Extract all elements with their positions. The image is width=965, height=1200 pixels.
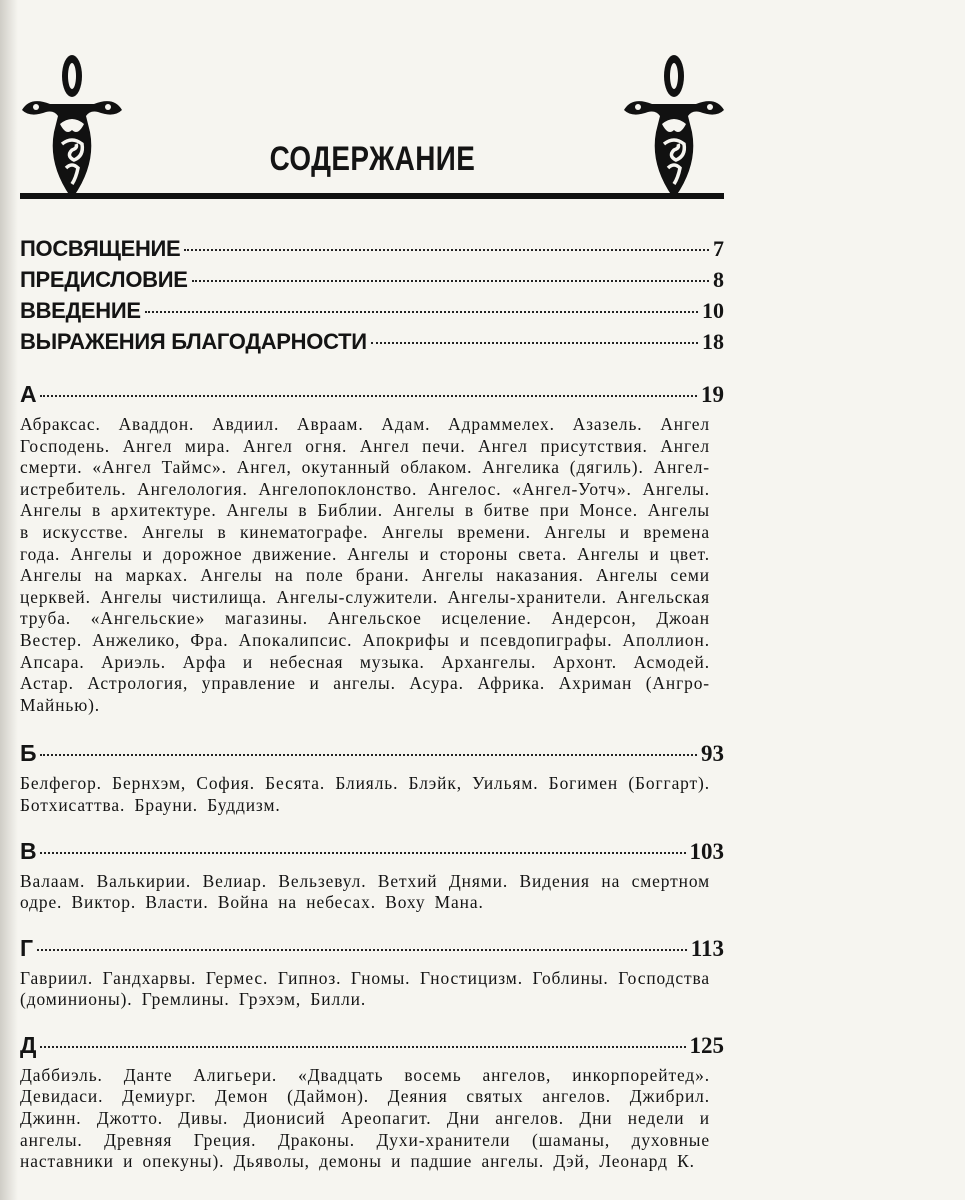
section-v (20, 836, 724, 914)
page-edge-shadow (0, 0, 18, 1200)
toc-page-number: 7 (713, 236, 724, 261)
section-d (20, 1030, 724, 1173)
table-of-contents (20, 233, 724, 1173)
section-b (20, 738, 724, 816)
toc-page-number: 125 (689, 1032, 724, 1058)
toc-label: ПРЕДИСЛОВИЕ (20, 267, 188, 292)
toc-label: ПОСВЯЩЕНИЕ (20, 236, 181, 261)
section-g (20, 933, 724, 1011)
section-entries: Белфегор. Бернхэм, София. Бесята. Блияль. Блэйк, Уильям. Богимен (Боггарт). Ботхисаттва. Брауни. Буддизм. (20, 773, 710, 815)
dot-leader (40, 395, 697, 397)
dot-leader (184, 249, 709, 251)
toc-row-acknowledgements[interactable] (20, 326, 724, 357)
toc-page-number: 103 (689, 838, 724, 864)
dot-leader (40, 852, 685, 854)
section-entries: Абраксас. Авaддон. Авдиил. Авраам. Адам. Адраммелех. Азазель. Ангел Господень. Ангел мира. Ангел огня. Ангел печи. Ангел присутствия. Ангел смерти. «Ангел Таймс». Ангел, окутанный облаком. Ангелика (дягиль). Ангел-истребитель. Ангелология. Ангелопоклонство. Ангелос. «Ангел-Уотч». Ангелы. Ангелы в архитектуре. Ангелы в Библии. Ангелы в битве при Монсе. Ангелы в искусстве. Ангелы в кинематографе. Ангелы времени. Ангелы и времена года. Ангелы и дорожное движение. Ангелы и стороны света. Ангелы и цвет. Ангелы на марках. Ангелы на поле брани. Ангелы наказания. Ангелы семи церквей. Ангелы чистилища. Ангелы-служители. Ангелы-хранители. Ангельская труба. «Ангельские» магазины. Ангельское исцеление. Андерсон, Джоан Вестер. Анжелико, Фра. Апокалипсис. Апокрифы и псевдопиграфы. Аполлион. Апсара. Ариэль. Арфа и небесная музыка. Архангелы. Архонт. Асмодей. Астар. Астрология, управление и ангелы. Асура. Африка. Ахриман (Ангро-Майнью). (20, 414, 710, 715)
toc-row-letter-b[interactable] (20, 738, 724, 769)
page-title: СОДЕРЖАНИЕ (269, 140, 476, 178)
toc-page-number: 19 (701, 382, 724, 407)
dot-leader (145, 311, 698, 313)
dot-leader (37, 949, 687, 951)
section-letter: Д (20, 1031, 37, 1058)
toc-page-number: 8 (713, 267, 724, 292)
toc-row-preface[interactable] (20, 264, 724, 295)
section-letter: Б (20, 740, 37, 767)
toc-row-dedication[interactable] (20, 233, 724, 264)
section-letter: Г (20, 934, 33, 961)
toc-row-letter-v[interactable] (20, 836, 724, 867)
section-entries: Даббиэль. Данте Алигьери. «Двадцать восемь ангелов, инкорпорейтед». Девидаси. Демиург. Демон (Даймон). Деяния святых ангелов. Джибрил. Джинн. Джотто. Дивы. Дионисий Ареопагит. Дни ангелов. Дни недели и ангелы. Древняя Греция. Драконы. Духи-хранители (шаманы, духовные наставники и опекуны). Дьяволы, демоны и падшие ангелы. Дэй, Леонард К. (20, 1064, 710, 1172)
section-letter: В (20, 837, 37, 864)
section-letter: А (20, 381, 37, 407)
dot-leader (371, 342, 698, 344)
section-entries: Валаам. Валькирии. Велиар. Вельзевул. Ветхий Днями. Видения на смертном одре. Виктор. Власти. Война на небесах. Воху Мана. (20, 870, 710, 913)
dot-leader (40, 1046, 685, 1048)
dot-leader (40, 754, 697, 756)
toc-label: ВЫРАЖЕНИЯ БЛАГОДАРНОСТИ (20, 329, 367, 354)
toc-page-number: 10 (702, 298, 724, 323)
dot-leader (192, 280, 709, 282)
title-rule (20, 193, 724, 199)
section-entries: Гавриил. Гандхарвы. Гермес. Гипноз. Гномы. Гностицизм. Гоблины. Господства (доминионы). Гремлины. Грэхэм, Билли. (20, 967, 710, 1010)
toc-row-letter-a[interactable] (20, 379, 724, 410)
toc-row-letter-d[interactable] (20, 1030, 724, 1061)
toc-row-letter-g[interactable] (20, 933, 724, 964)
toc-page-number: 113 (690, 935, 724, 961)
toc-label: ВВЕДЕНИЕ (20, 298, 141, 323)
toc-page-number: 93 (701, 741, 724, 767)
toc-row-introduction[interactable] (20, 295, 724, 326)
toc-page-number: 18 (702, 329, 724, 354)
section-a (20, 379, 724, 716)
